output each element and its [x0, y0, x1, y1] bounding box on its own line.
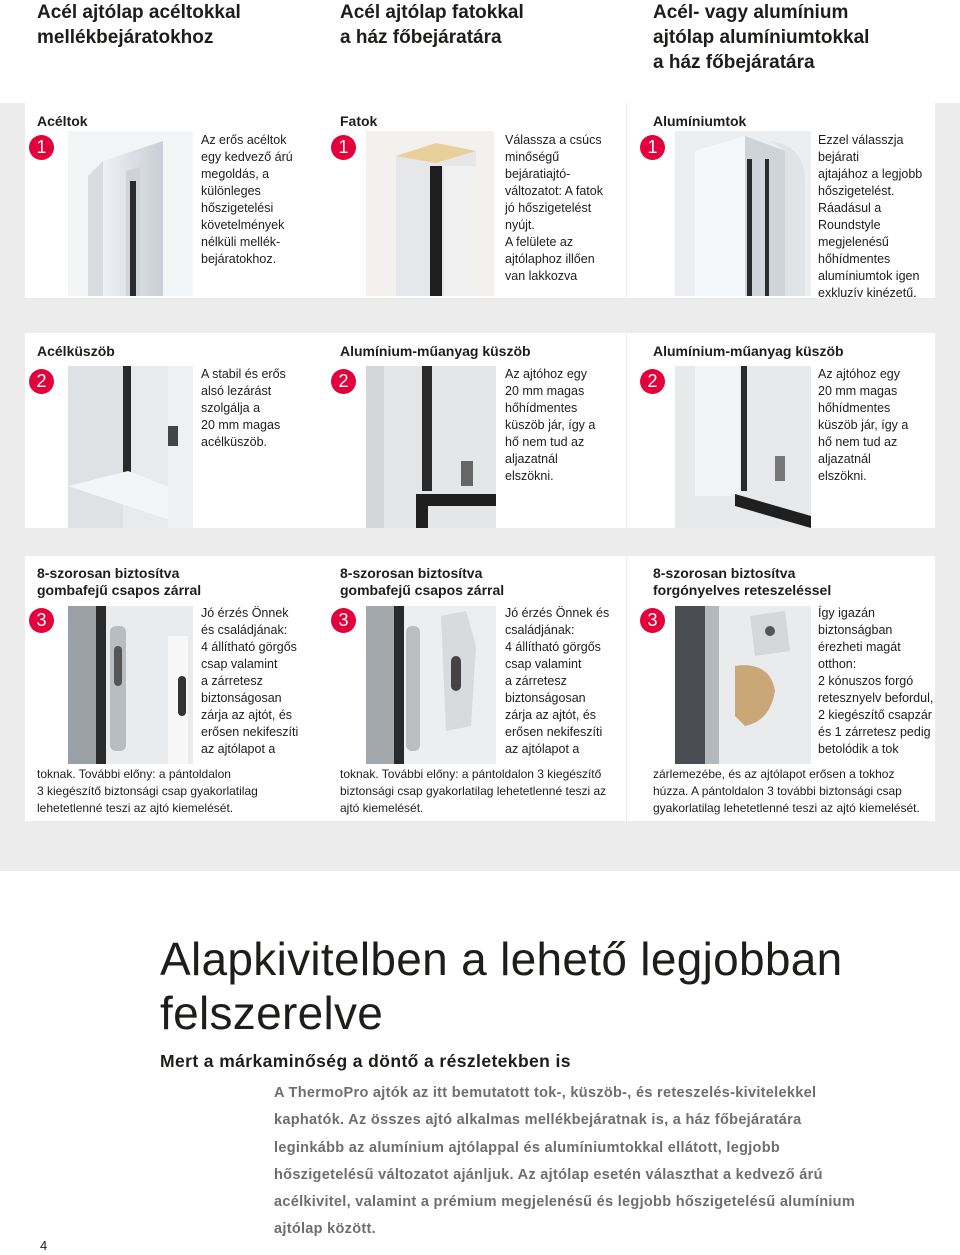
description: Jó érzés Önnek és családjának: 4 állítható görgős csap valamint a zárretesz biztonságosan zárja az ajtót, és erősen nekifeszíti az ajtólapot a	[201, 606, 299, 756]
alu-plastic-threshold-illustration-1	[366, 366, 496, 528]
number-badge: 2	[640, 369, 665, 394]
panel-title: Alumíniumtok	[653, 113, 747, 129]
number-badge: 2	[331, 369, 356, 394]
column-heading-wood-frame: Acél ajtólap fatokkal a ház főbejáratára	[340, 2, 524, 48]
panel-mushroom-bolt-lock-2	[318, 556, 626, 821]
description-continued: toknak. További előny: a pántoldalon 3 kiegészítő biztonsági csap gyakorlatilag lehetetlenné teszi az ajtó kiemelését.	[37, 767, 258, 815]
steel-frame-illustration	[68, 131, 193, 296]
panel-title: Fatok	[340, 113, 378, 129]
description: Az erős acéltok egy kedvező árú megoldás, a különleges hőszigetelési követelmények nélküli mellék- bejáratokhoz.	[201, 133, 293, 266]
aluminium-frame-image	[675, 131, 811, 296]
mushroom-bolt-lock-illustration-2	[366, 606, 496, 764]
page-headline: Alapkivitelben a lehető legjobban felszerelve	[160, 933, 843, 1039]
panel-steel-frame	[25, 103, 333, 298]
swing-bolt-lock-illustration	[675, 606, 811, 764]
description: Így igazán biztonságban érezheti magát otthon: 2 kónuszos forgó retesznyelv befordul, 2 kiegészítő csapzár és 1 zárretesz pedig betolódik a tok	[818, 606, 934, 756]
panel-steel-threshold	[25, 333, 333, 528]
number-badge: 3	[29, 608, 54, 633]
panel-title: 8-szorosan biztosítva forgónyelves reteszeléssel	[653, 565, 832, 598]
column-heading-aluminium-frame: Acél- vagy alumínium ajtólap alumíniumtokkal a ház főbejáratára	[653, 2, 870, 73]
panel-wood-frame	[318, 103, 626, 298]
column-heading-steel-frame: Acél ajtólap acéltokkal mellékbejáratokhoz	[37, 2, 241, 48]
page-number: 4	[40, 1238, 48, 1253]
mushroom-bolt-lock-image-1	[68, 606, 193, 764]
panel-alu-plastic-threshold-1	[318, 333, 626, 528]
aluminium-frame-illustration	[675, 131, 811, 296]
description: Az ajtóhoz egy 20 mm magas hőhídmentes küszöb jár, így a hő nem tud az aljazatnál elszökni.	[505, 367, 596, 483]
alu-plastic-threshold-illustration-2	[675, 366, 811, 528]
number-badge: 3	[331, 608, 356, 633]
steel-threshold-illustration	[68, 366, 193, 528]
wood-frame-illustration	[366, 131, 494, 296]
description: Jó érzés Önnek és családjának: 4 állítható görgős csap valamint a zárretesz biztonságosan zárja az ajtót, és erősen nekifeszíti az ajtólapot a	[505, 606, 610, 756]
description: A stabil és erős alsó lezárást szolgálja a 20 mm magas acélküszöb.	[201, 367, 286, 449]
number-badge: 3	[640, 608, 665, 633]
alu-plastic-threshold-image-2	[675, 366, 811, 528]
description: Az ajtóhoz egy 20 mm magas hőhídmentes küszöb jár, így a hő nem tud az aljazatnál elszökni.	[818, 367, 909, 483]
wood-frame-image	[366, 131, 494, 296]
steel-threshold-image	[68, 366, 193, 528]
panel-aluminium-frame	[627, 103, 935, 298]
mushroom-bolt-lock-illustration-1	[68, 606, 193, 764]
number-badge: 1	[640, 135, 665, 160]
panel-title: Alumínium-műanyag küszöb	[653, 343, 844, 359]
panel-title: 8-szorosan biztosítva gombafejű csapos zárral	[37, 565, 202, 598]
alu-plastic-threshold-image-1	[366, 366, 496, 528]
steel-frame-image	[68, 131, 193, 296]
panel-title: Acéltok	[37, 113, 88, 129]
number-badge: 1	[29, 135, 54, 160]
body-paragraph: A ThermoPro ajtók az itt bemutatott tok-, küszöb-, és reteszelés-kivitelekkel kaphatók. Az összes ajtó alkalmas mellékbejáratnak is, a ház főbejáratára leginkább az alumínium ajtólappal és alumíniumtokkal ellátott, legjobb hőszigetelésű változatot ajánljuk. Az ajtólap esetén választhat a kedvező árú acélkivitel, valamint a prémium megjelenésű és legjobb hőszigetelésű alumínium ajtólap között.	[274, 1085, 856, 1238]
panel-title: 8-szorosan biztosítva gombafejű csapos zárral	[340, 565, 505, 598]
description: Válassza a csúcs minőségű bejáratiajtó- változatot: A fatok jó hőszigetelést nyújt. A felülete az ajtólaphoz illően van lakkozva	[505, 133, 603, 283]
swing-bolt-lock-image	[675, 606, 811, 764]
description-continued: zárlemezébe, és az ajtólapot erősen a tokhoz húzza. A pántoldalon 3 további biztonsági csap gyakorlatilag lehetetlenné teszi az ajtó kiemelését.	[653, 767, 920, 815]
panel-title: Alumínium-műanyag küszöb	[340, 343, 531, 359]
panel-mushroom-bolt-lock-1	[25, 556, 333, 821]
panel-swing-bolt-lock	[627, 556, 935, 821]
panel-alu-plastic-threshold-2	[627, 333, 935, 528]
mushroom-bolt-lock-image-2	[366, 606, 496, 764]
description-continued: toknak. További előny: a pántoldalon 3 kiegészítő biztonsági csap gyakorlatilag lehetetlenné teszi az ajtó kiemelését.	[340, 767, 607, 815]
page-subheadline: Mert a márkaminőség a döntő a részletekben is	[160, 1051, 571, 1071]
description: Ezzel válasszja bejárati ajtajához a legjobb hőszigetelést. Ráadásul a Roundstyle megjelenésű hőhídmentes alumíniumtok igen exkluzív kinézetű.	[818, 133, 923, 300]
number-badge: 1	[331, 135, 356, 160]
number-badge: 2	[29, 369, 54, 394]
panel-title: Acélküszöb	[37, 343, 115, 359]
